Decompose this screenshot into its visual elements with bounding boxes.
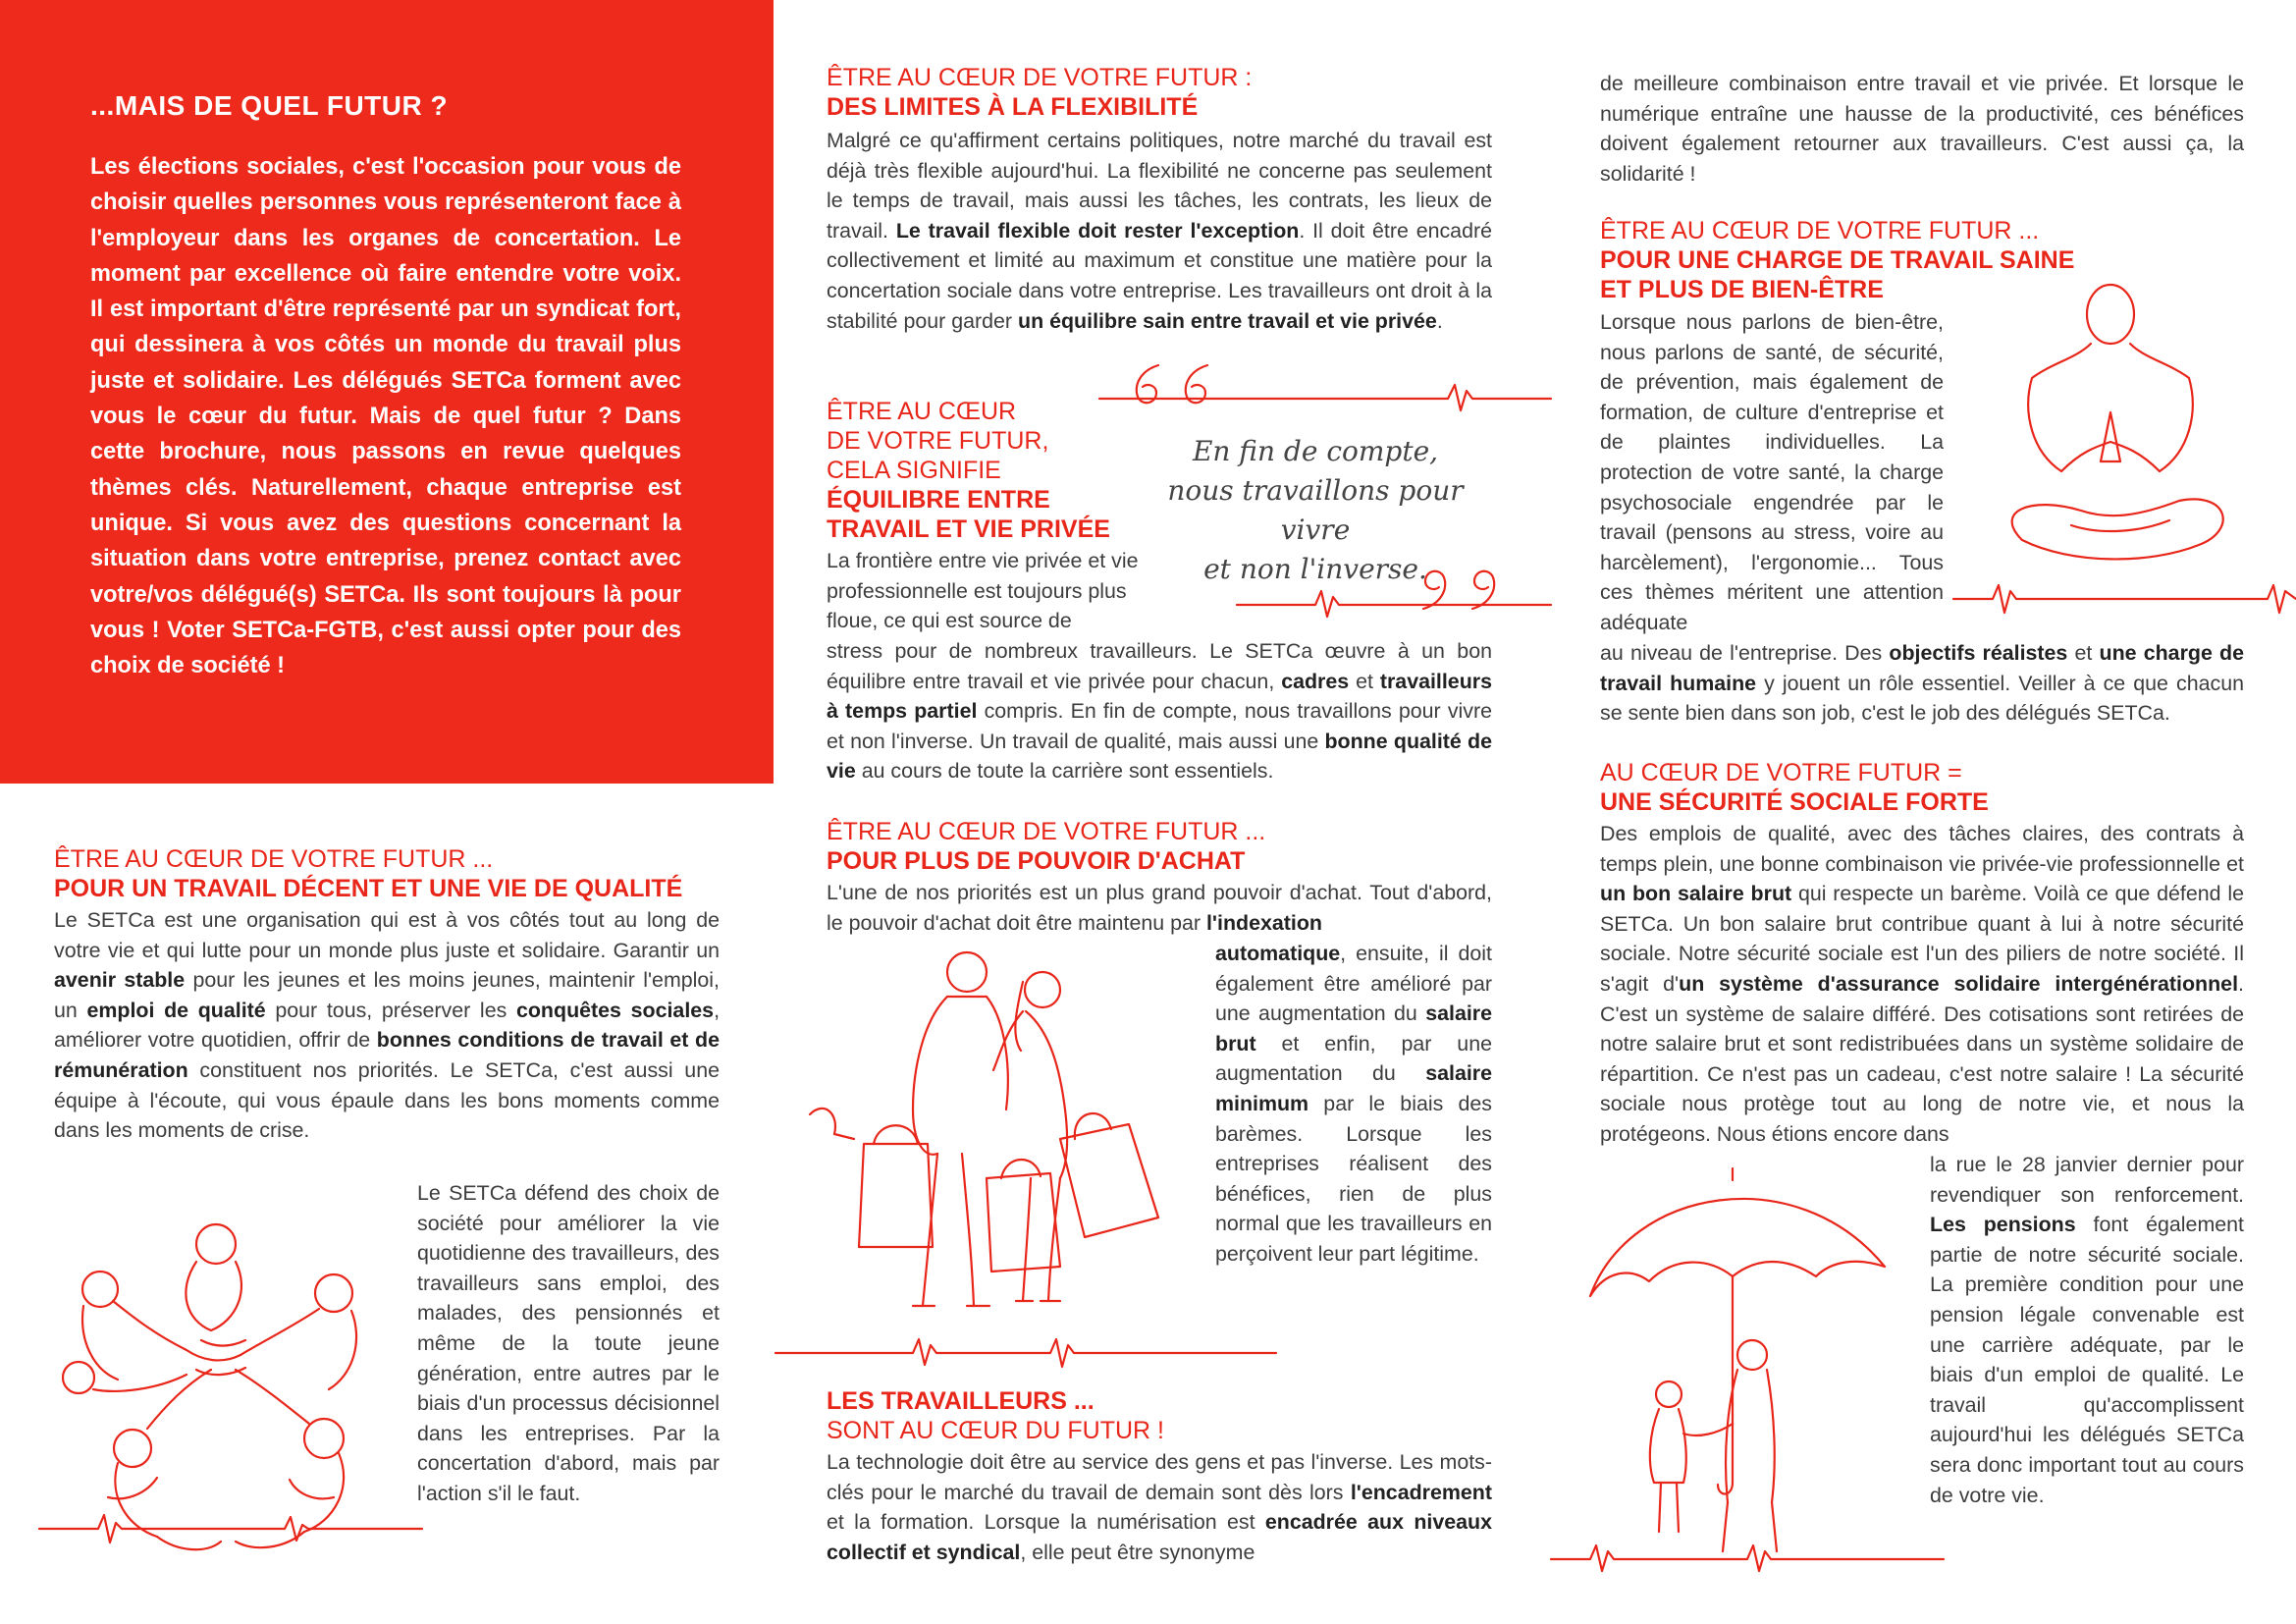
emphasis-text: automatique <box>1215 942 1341 965</box>
balance-heading-line1a: ÊTRE AU CŒUR <box>827 398 1017 425</box>
umbrella-parent-child-illustration <box>1551 1159 1944 1581</box>
flex-heading-line1: ÊTRE AU CŒUR DE VOTRE FUTUR : <box>827 64 1253 91</box>
emphasis-text: emploi de qualité <box>86 998 266 1022</box>
emphasis-text: un équilibre sain entre travail et vie privée <box>1018 308 1437 333</box>
charge-paragraph-wide <box>1600 638 2244 729</box>
balance-paragraph-wide <box>827 636 1492 786</box>
text-run: pour les jeunes et les moins jeunes, maintenir l'emploi, un <box>54 968 720 1022</box>
charge-heading-line2a: POUR UNE CHARGE DE TRAVAIL SAINE <box>1600 246 2075 274</box>
secu-heading-line2: UNE SÉCURITÉ SOCIALE FORTE <box>1600 788 1989 816</box>
text-run: L'une de nos priorités est un plus grand pouvoir d'achat. Tout d'abord, le pouvoir d'achat doit être maintenu par <box>827 881 1492 935</box>
emphasis-text: conquêtes sociales <box>515 998 715 1022</box>
secu-paragraph-wide <box>1600 819 2244 1150</box>
decent-heading <box>54 844 741 903</box>
emphasis-text: encadrée aux niveaux collectif et syndical <box>827 1510 1492 1564</box>
secu-heading-line1: AU CŒUR DE VOTRE FUTUR = <box>1600 759 1962 786</box>
pouvoir-heading <box>827 817 1494 876</box>
decent-paragraph-1 <box>54 905 720 1146</box>
text-run: et <box>2067 641 2100 665</box>
text-run: et enfin, par une augmentation du <box>1215 1031 1492 1086</box>
emphasis-text: Le travail flexible doit rester l'exception <box>895 218 1300 243</box>
text-run: compris. En fin de compte, nous travaillons pour vivre et non l'inverse. Un travail de qualité, mais aussi une <box>827 699 1492 753</box>
decent-heading-line2: POUR UN TRAVAIL DÉCENT ET UNE VIE DE QUALITÉ <box>54 875 683 902</box>
text-run: et <box>1349 669 1380 693</box>
text-run: , ensuite, il doit également être amélioré par une augmentation du <box>1215 942 1492 1026</box>
text-run: Malgré ce qu'affirment certains politiques, notre marché du travail est déjà très flexible aujourd'hui. La flexibilité ne concerne pas seulement le temps de travail, mais aussi les tâches, les contrats, les lieux de travail. <box>827 129 1492 243</box>
intro-title: ...MAIS DE QUEL FUTUR ? <box>90 90 449 121</box>
tech-paragraph <box>827 1447 1492 1567</box>
text-run: font également partie de notre sécurité sociale. La première condition pour une pension légale convenable est une carrière adéquate, par le biais d'un emploi de qualité. Le travail qu'accomplissent aujourd'hui les délégués SETCa sera donc important tout au cours de votre vie. <box>1930 1213 2244 1507</box>
charge-heading-line2b: ET PLUS DE BIEN-ÊTRE <box>1600 276 1884 303</box>
charge-paragraph-narrow: Lorsque nous parlons de bien-être, nous parlons de santé, de sécurité, de prévention, mais également de formation, de culture d'entreprise et de plaintes individuelles. La protection de votre santé, la charge psychosociale engendrée par le travail (pensons au stress, voire au harcèlement), l'ergonomie... Tous ces thèmes méritent une attention adéquate <box>1600 310 1944 634</box>
pouvoir-heading-line2: POUR PLUS DE POUVOIR D'ACHAT <box>827 847 1246 875</box>
text-run: par le biais des barèmes. Lorsque les entreprises réalisent des bénéfices, rien de plus normal que les travailleurs en perçoivent leur part légitime. <box>1215 1091 1492 1266</box>
emphasis-text: travailleurs à temps partiel <box>827 669 1492 724</box>
pull-quote-line3: et non l'inverse. <box>1203 553 1427 585</box>
balance-paragraph-narrow: La frontière entre vie privée et vie professionnelle est toujours plus floue, ce qui est source de <box>827 549 1139 633</box>
text-run: constituent nos priorités. Le SETCa, c'est aussi une équipe à l'écoute, qui vous épaule dans les bons moments comme dans les moments de crise. <box>54 1057 720 1143</box>
balance-heading-line2b: TRAVAIL ET VIE PRIVÉE <box>827 515 1110 543</box>
emphasis-text: l'encadrement <box>1350 1480 1492 1504</box>
text-run: qui respecte un barème. Voilà ce que défend le SETCa. Un bon salaire brut contribue quant à lui à notre sécurité sociale. Notre sécurité sociale est l'un des piliers de notre société. Il s'agit d' <box>1600 882 2244 996</box>
emphasis-text: l'indexation <box>1205 910 1322 935</box>
balance-heading-line1b: DE VOTRE FUTUR, <box>827 427 1049 455</box>
emphasis-text: cadres <box>1281 669 1350 693</box>
text-run: La technologie doit être au service des gens et pas l'inverse. Les mots-clés pour le marché du travail de demain sont dès lors <box>827 1450 1492 1504</box>
secu-heading <box>1600 758 2244 817</box>
secu-paragraph-narrow <box>1930 1150 2244 1510</box>
text-run: et la formation. Lorsque la numérisation est <box>827 1510 1265 1535</box>
decent-heading-line1: ÊTRE AU CŒUR DE VOTRE FUTUR ... <box>54 845 494 873</box>
tech-heading-line2: SONT AU CŒUR DU FUTUR ! <box>827 1417 1164 1444</box>
text-run: Des emplois de qualité, avec des tâches claires, des contrats à temps plein, une bonne combinaison vie privée-vie professionnelle et <box>1600 822 2244 876</box>
tech-continued-paragraph: de meilleure combinaison entre travail et vie privée. Et lorsque le numérique entraîne une hausse de la productivité, ces bénéfices doivent également retourner aux travailleurs. C'est aussi ça, la solidarité ! <box>1600 72 2244 186</box>
pouvoir-paragraph-wide <box>827 878 1492 938</box>
text-run: , elle peut être synonyme <box>1020 1540 1255 1564</box>
shopping-couple-illustration <box>766 943 1276 1355</box>
text-run: au cours de toute la carrière sont essentiels. <box>855 759 1274 784</box>
pouvoir-heading-line1: ÊTRE AU CŒUR DE VOTRE FUTUR ... <box>827 818 1266 845</box>
quote-bottom-line <box>1237 569 1551 619</box>
emphasis-text: un système d'assurance solidaire intergénérationnel <box>1679 971 2239 996</box>
tech-heading-line1: LES TRAVAILLEURS ... <box>827 1387 1095 1415</box>
text-run: y jouent un rôle essentiel. Veiller à ce que chacun se sente bien dans son job, c'est le job des délégués SETCa. <box>1600 671 2245 726</box>
quote-marks-icon <box>1137 365 1207 403</box>
pull-quote <box>1139 432 1492 589</box>
quote-close-icon <box>1423 571 1494 609</box>
emphasis-text: salaire minimum <box>1215 1061 1492 1115</box>
text-run: au niveau de l'entreprise. Des <box>1600 641 1890 665</box>
emphasis-text: une charge de travail humaine <box>1600 641 2244 695</box>
decent-paragraph-2: Le SETCa défend des choix de société pour améliorer la vie quotidienne des travailleurs, des travailleurs sans emploi, des malades, des pensionnés et même de la toute jeune génération, entre autres par le biais d'un processus décisionnel dans les entreprises. Par la concertation d'abord, mais par l'action s'il le faut. <box>417 1181 720 1505</box>
pull-quote-line1: En fin de compte, <box>1192 435 1439 467</box>
flex-heading-line2: DES LIMITES À LA FLEXIBILITÉ <box>827 93 1199 121</box>
balance-heading <box>827 397 1160 544</box>
charge-heading-line1: ÊTRE AU CŒUR DE VOTRE FUTUR ... <box>1600 217 2040 244</box>
balance-heading-line2a: ÉQUILIBRE ENTRE <box>827 486 1050 514</box>
text-run: stress pour de nombreux travailleurs. Le SETCa œuvre à un bon équilibre entre travail et vie privée pour chacun, <box>827 639 1492 693</box>
text-run: . <box>1436 308 1443 333</box>
tech-heading <box>827 1386 1494 1445</box>
emphasis-text: avenir stable <box>54 968 186 993</box>
text-run: la rue le 28 janvier dernier pour revendiquer son renforcement. <box>1930 1153 2244 1207</box>
emphasis-text: salaire brut <box>1215 1001 1492 1056</box>
text-run: pour tous, préserver les <box>265 998 516 1022</box>
emphasis-text: objectifs réalistes <box>1889 641 2068 665</box>
meditation-illustration <box>1953 275 2296 628</box>
text-run: . Il doit être encadré collectivement et limité au maximum et constitue une matière pour la concertation sociale dans votre entreprise. Les travailleurs ont droit à la stabilité pour garder <box>827 218 1492 333</box>
intro-text: Les élections sociales, c'est l'occasion pour vous de choisir quelles personnes vous représenteront face à l'employeur dans les organes de concertation. Le moment par excellence où faire entendre votre voix. Il est important d'être représenté par un syndicat fort, qui dessinera à vos côtés un monde du travail plus juste et solidaire. Les délégués SETCa forment avec vous le cœur du futur. Mais de quel futur ? Dans cette brochure, nous passons en revue quelques thèmes clés. Naturellement, chaque entreprise est unique. Si vous avez des questions concernant la situation dans votre entreprise, prenez contact avec votre/vos délégué(s) SETCa. Ils sont toujours là pour vous ! Voter SETCa-FGTB, c'est aussi opter pour des choix de société ! <box>90 154 681 679</box>
emphasis-text: bonnes conditions de travail et de rémunération <box>54 1028 720 1082</box>
team-huddle-illustration <box>39 1203 422 1566</box>
text-run: Le SETCa est une organisation qui est à vos côtés tout au long de votre vie et qui lutte pour un monde plus juste et solidaire. Garantir un <box>54 908 720 962</box>
pull-quote-line2: nous travaillons pour vivre <box>1167 474 1464 546</box>
emphasis-text: Les pensions <box>1930 1213 2076 1237</box>
text-run: . C'est un système de salaire différé. Des cotisations sont retirées de notre salaire brut et sont redistribuées dans un système solidaire de répartition. Ce n'est pas un cadeau, c'est notre salaire ! La sécurité sociale nous protège tout au long de notre vie, et nous la protégeons. Nous étions encore dans <box>1600 971 2244 1146</box>
emphasis-text: bonne qualité de vie <box>827 729 1492 784</box>
quote-top-line <box>1099 363 1551 412</box>
text-run: , améliorer votre quotidien, offrir de <box>54 998 721 1053</box>
flex-paragraph <box>827 126 1492 336</box>
balance-heading-line1c: CELA SIGNIFIE <box>827 457 1001 484</box>
emphasis-text: un bon salaire brut <box>1600 882 1792 906</box>
flex-heading <box>827 63 1494 122</box>
